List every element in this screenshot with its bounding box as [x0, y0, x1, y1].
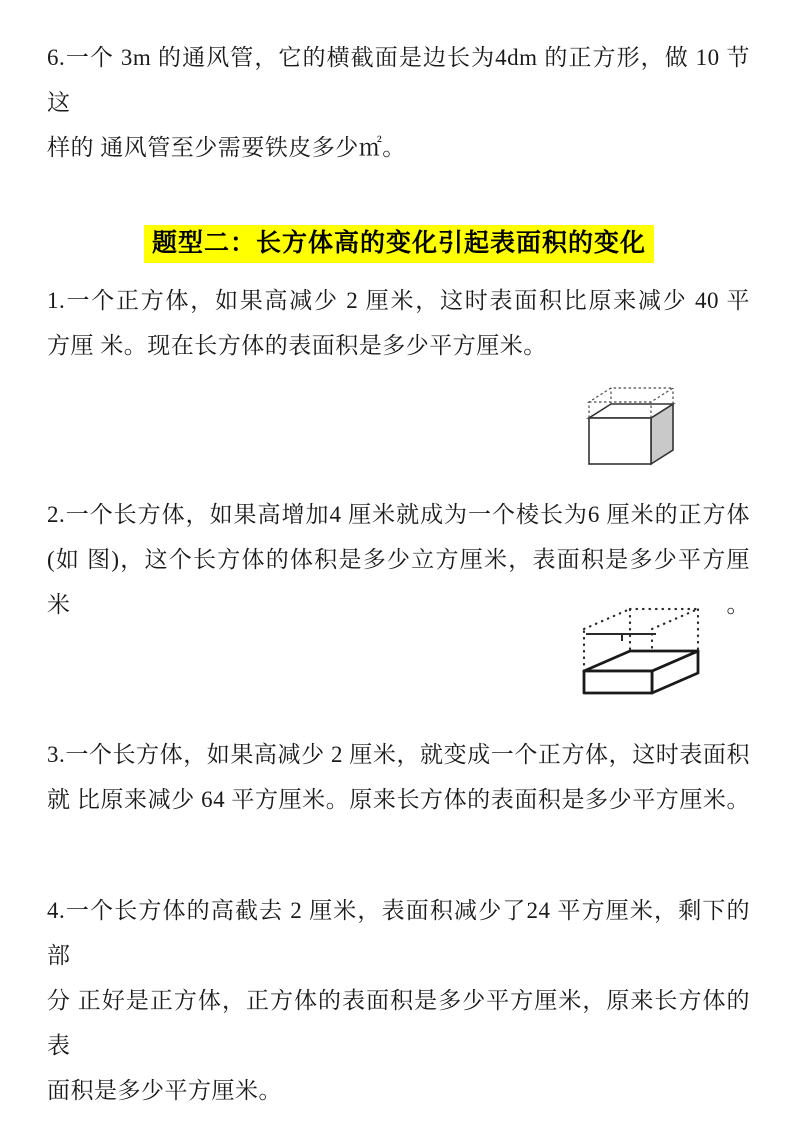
question-1 [47, 278, 750, 368]
question-6-line-2: 样的 通风管至少需要铁皮多少㎡。 [47, 135, 406, 160]
question-1-line-2: 方厘 米。现在长方体的表面积是多少平方厘米。 [47, 333, 547, 358]
cube-front-face [589, 418, 651, 464]
question-4-line-3: 面积是多少平方厘米。 [47, 1078, 282, 1103]
question-3-line-1: 3.一个长方体，如果高减少 2 厘米，就变成一个正方体，这时表面积 [47, 742, 750, 767]
cube-front-top-edge [586, 634, 656, 641]
cube-solid-box [589, 404, 673, 464]
flat-box-with-dotted-cube-outline-figure [578, 601, 711, 698]
question-6-line-1: 6.一个 3m 的通风管，它的横截面是边长为4dm 的正方形，做 10 节这 [47, 45, 750, 115]
question-2-line-1: 2.一个长方体，如果高增加4 厘米就成为一个棱长为6 厘米的正方体 [47, 502, 750, 527]
question-3 [47, 732, 750, 822]
section-heading [144, 225, 654, 263]
cube-with-dashed-top-slab-figure [583, 378, 693, 470]
question-4 [47, 888, 750, 1113]
question-2-line-2: (如 图)，这个长方体的体积是多少立方厘米，表面积是多少平方厘米。 [47, 547, 750, 617]
section-heading-text: 题型二：长方体高的变化引起表面积的变化 [144, 225, 654, 263]
question-4-line-2: 分 正好是正方体，正方体的表面积是多少平方厘米，原来长方体的表 [47, 988, 750, 1058]
question-3-line-2: 就 比原来减少 64 平方厘米。原来长方体的表面积是多少平方厘米。 [47, 787, 750, 812]
flat-box-solid [584, 651, 698, 693]
question-4-line-1: 4.一个长方体的高截去 2 厘米，表面积减少了24 平方厘米，剩下的部 [47, 898, 750, 968]
question-6 [47, 35, 750, 170]
question-1-line-1: 1.一个正方体，如果高减少 2 厘米，这时表面积比原来减少 40 平 [47, 288, 750, 313]
flat-box-front-face [584, 671, 652, 693]
